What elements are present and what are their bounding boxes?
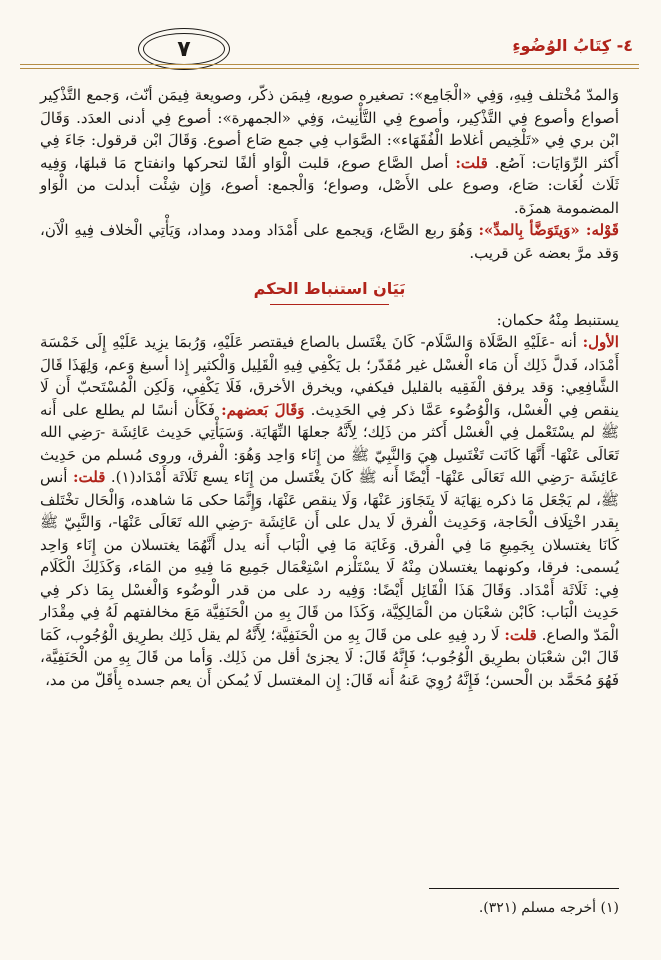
text-line: التَّذْكِير أصواع وأصوع فِي التَّذْكِير، وأصوع فِي التَّأْنِيث، وَفِي «الجمهرة»: أصوع فِي أدنى [40,86,619,127]
heading-underline [270,304,389,305]
text-line: وَاحِد يُسمى: فرقا، وكونهما يغتسلان مِنْهُ لَا يسْتَلْزم اسْتِعْمَال جَمِيع مَا فِيهِ من المَاء، وَكَذَلِكَ [40,535,619,576]
first-label: الأول: [582,333,619,351]
text-line: فَكَأَن أنسًا لم يطلع على أَنه [40,400,215,419]
text-line: ﷺ لم يسْتَعْمل فِي الْغسْل أَكثر من ذَلِك؛ لِأَنَّهُ جعلهَا النِّهَايَة. وَسَيَأْتِي حَدِيث عَائِشَة -رَضِي الله [40,423,619,441]
paragraph-3 [40,331,619,691]
text-line: يستنبط مِنْهُ حكمان: [496,310,619,329]
text-line: قَالَ الشَّافِعِي: وَقد يرفق الْفَقِيه بالقليل فيكفي، ويخرق الأخرق، فَلَا يَكْفِي، وَلَكِن الْمُسْتَحبّ أَن [40,355,619,396]
qawluhu-label: قَوْله: «وَيتَوَضَّأ بِالمدِّ»: [478,221,619,239]
text-line: فِي حَدِيث الْبَاب: كَابْن شعْبَان من الْمَالِكِيَّة، وَكَذَا من قَالَ بِهِ من الْحَنَفِيَّة مَعَ مخالفتهم لَهُ فِي مِقْدَار [40,580,619,621]
qult-label: قلت: [72,468,106,486]
section-heading-wrap [40,278,619,301]
text-line: خَمْسَة أَمْدَاد، فَدلَّ ذَلِك أَن مَاء الْغسْل غير مُقَدّر؛ بل يَكْفِي فِيهِ الْقَلِيل وَالْكثير إِذا أسبغ وَعم، وَلِهَذَا [40,333,619,374]
text-line: وانفتاح مَا قبلهَا، وَفِيه ثَلَاث لُغَات: صَاع، وصوع على الأَصْل، وصواع؛ وَالْجمع: أصوع، [40,153,619,194]
running-title: ٤- كِتَابُ الوُضُوءِ [512,36,633,55]
text-line: وَإِن شِئْت أبدلت من الْوَاو المضمومة همزَة. [40,176,619,217]
text-line: لَا ينقص فِي الْغسْل، وَالْوُضُوء عَمَّا ذكر فِي الحَدِيث. [40,378,619,419]
qult-label: قلت: [504,625,537,644]
text-line: عَائِشَة -رَضِي الله تَعَالَى عَنْهَا- أَيْضًا أَنه ﷺ كَانَ يغْتَسل من إِنَاء يسع ثَلَاثَة أَمْدَاد(١). [110,468,619,486]
text-line: وَالنَّبِيّ ﷺ كَانَا يغتسلان بِجَمِيعِ مَا فِي الْفرق. وَغَايَة مَا فِي الْبَاب أَنه يدل أَنَّهُمَا يغتسلان من إِنَاء [40,513,619,554]
footnote: (١) أخرجه مسلم (٣٢١). [478,900,619,916]
text-line: الْمَدّ والصاع. [541,625,619,644]
text-line: ﷺ، لم يَجْعَل مَا ذكره نِهَايَة لَا يتَجَاوَز عَنْهَا، وَلَا ينقص عَنْهَا، وَإِنَّمَا حكى مَا شاهده، وَالْحَال [83,490,619,509]
text-line: تخْتَلف بِقدر اخْتِلَاف الْحَاجة، وَحَدِيث الْفرق لَا يدل على أَن عَائِشَة -رَضِي الله تَعَالَى عَنْهَا-، [40,490,619,531]
qult-label: قلت: [455,153,488,172]
text-line: أنه -عَلَيْهِ الصَّلَاة وَالسَّلَام- كَانَ يغْتَسل بالصاع فيقتصر عَلَيْهِ، وَرُبمَا يزِيد عَلَيْهِ إِلَى [85,333,577,351]
intro-line [40,309,619,332]
text-line: الْكَلَام فِي: ثَلَاثَة أَمْدَاد. وَقَالَ هَذَا الْقَائِل أَيْضًا: وَفِيه رد على من قدر الْوضُوء وَالْغسْل بِمَا ذكر [40,558,619,599]
text-line: تَعَالَى عَنْهَا- أَنَّهَا كَانَت تَغْتَسِل هِيَ وَالنَّبِيّ ﷺ من إِنَاء وَاحِد وَهُوَ: الْفرق، وروى مُسلم من حَدِيث [40,445,619,464]
text-line: فَهُوَ مُحَمَّد بن الْحسن؛ فَإِنَّهُ رُوِيَ عَنهُ أَنه قَالَ: إِن المغتسل لَا يُمكن أَن يعم جسده بِأَقَلّ من مد، [45,670,619,689]
main-text [40,84,619,691]
text-line: العدَد. وَقَالَ ابْن بري فِي «تَلْخِيص أغلاط الْفُقَهَاء»: الصَّوَاب فِي جمع صَاع أصوع. وَقَالَ ابْن [40,108,619,149]
text-line: قَالَ ابْن شعْبَان بطرِيق الْوُجُوب؛ فَإِنَّهُ قَالَ: لَا يجزئ أقل من ذَلِك. وَأما من قَالَ بِهِ من الْحَنَفِيَّة، [40,648,619,666]
section-heading: بَيَان استنباط الحكم [253,279,406,298]
page-header [20,28,639,70]
footnote-rule [429,888,619,889]
header-rule [20,64,639,65]
text-line: قرقول: جَاءَ فِي أَكثر الرِّوَايَات: آصُع. [40,131,619,172]
header-rule-thin [20,68,639,69]
paragraph-2 [40,219,619,264]
qala-baaduhum-label: وَقَالَ بَعضهم: [221,400,305,419]
page-number: ٧ [177,36,191,62]
text-line: فِيهِ الْآن، وَقد مرَّ بعضه عَن قريب. [40,221,619,262]
text-line: لَا رد فِيهِ على من قَالَ بِهِ من الْحَنَفِيَّة؛ لِأَنَّهُ لم يقل ذَلِك بطرِيق الْوُجُوب، كَمَا [40,625,500,644]
text-line: أنس [40,468,68,486]
text-line: أصل الصَّاع صوع، قلبت الْوَاو ألفًا لتحركها [182,153,449,172]
text-line: وَهُوَ ربع الصَّاع، وَيجمع على أَمْدَاد ومدد ومداد، وَيَأْتِي الْخلاف [99,221,473,239]
paragraph-1 [40,84,619,219]
text-line: وَالمدّ مُخْتلف فِيهِ، وَفِي «الْجَامِع»: تصغيره صويع، فِيمَن ذكّر، وصويعة فِيمَن أنّث، وَجمع [86,86,619,104]
